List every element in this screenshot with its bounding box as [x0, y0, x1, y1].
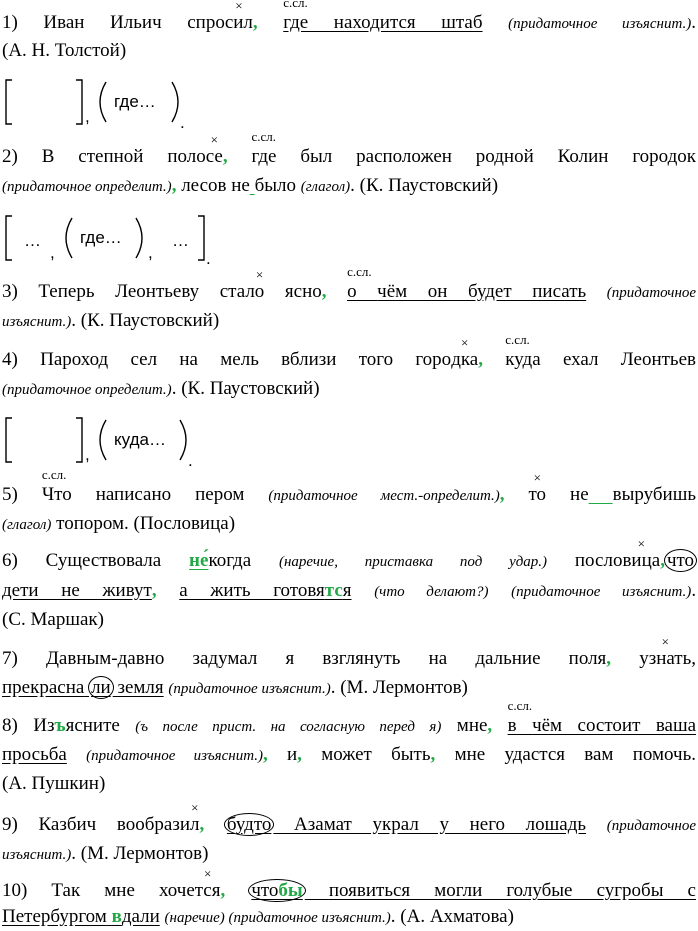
hard-sign-highlight: ъ	[54, 715, 66, 736]
sentence-5-line-2	[2, 513, 696, 536]
stressed-syllable: × то	[528, 484, 546, 505]
grammar-note: (что делают?)	[374, 584, 489, 600]
stressed-syllable: × о	[255, 281, 265, 302]
comma-mark: ,	[151, 580, 157, 601]
sentence-6-line-3	[2, 609, 696, 631]
stressed-syllable: × сил	[225, 12, 253, 33]
comma-mark: ,	[252, 12, 258, 33]
sentence-number: 10)	[2, 880, 28, 901]
sentence-1-line-1: 1) Иван Ильич спро× сил, с.сл. где находится штаб (придаточное изъяснит.).	[2, 12, 696, 35]
sentence-8-line-3	[2, 773, 696, 795]
scheme-sub-text: где…	[114, 92, 156, 111]
paren-left	[66, 218, 72, 258]
grammar-note: (глагол)	[300, 179, 351, 195]
scheme-period: .	[180, 113, 185, 132]
subordinate-clause: будто Азамат украл у него лошадь	[225, 814, 586, 835]
sentence-number: 6)	[2, 550, 18, 571]
grammar-note: (придаточное	[606, 285, 697, 301]
grammar-note: (придаточное мест.-определит.)	[268, 488, 500, 504]
comma-mark: ,	[199, 814, 205, 835]
author: топором. (Пословица)	[56, 513, 236, 534]
grammar-note: (придаточное определит.)	[2, 382, 172, 398]
scheme-comma: ,	[85, 445, 90, 464]
text: Иван Ильич спро	[43, 12, 225, 33]
scheme-1-diagram	[2, 76, 202, 130]
scheme-period: .	[206, 249, 211, 268]
sentence-6-line-2: дети не живут, а жить готовятся (что делают?) (придаточное изъяснит.).	[2, 580, 697, 601]
sentence-number: 1)	[2, 12, 18, 33]
sentence-7-line-1: 7) Давным-давно задумал я взглянуть на дальние поля, × узнать,	[2, 648, 696, 670]
sentence-number: 2)	[2, 146, 18, 167]
grammar-note: изъяснит.)	[2, 847, 72, 863]
scheme-4	[2, 414, 212, 468]
comma-mark: ,	[606, 648, 612, 669]
sentence-4-line-1: 4) Пароход сел на мель вблизи того горо× дка, с.сл. куда ехал Леонтьев	[2, 349, 696, 371]
scheme-main-text: …	[172, 231, 189, 250]
grammar-note: (наречие, приставка под удар.)	[278, 554, 548, 570]
sentence-6-line-1: 6) Существовала не́когда (наречие, приставка под удар.) посло× вица, что	[2, 550, 696, 573]
conjunction-word: с.сл. куда	[505, 332, 541, 370]
stressed-syllable: × вица	[622, 550, 660, 571]
sentence-8-line-2: просьба (придаточное изъяснит.), и, может быть, мне удастся вам помочь.	[2, 744, 697, 765]
bracket-left	[6, 216, 12, 260]
prefix-highlight: в	[111, 906, 122, 927]
stressed-syllable: × дка	[451, 349, 478, 370]
conjunction-word: с.сл. где	[251, 129, 277, 167]
conjunction-label: с.сл.	[507, 698, 533, 713]
scheme-sub-text: где…	[80, 228, 122, 247]
sentence-8-line-1: 8) Изъясните (ъ после прист. на согласную перед я) мне, с.сл. в чём состоит ваша	[2, 698, 697, 736]
sentence-7-line-2	[2, 677, 696, 700]
scheme-comma: ,	[148, 243, 153, 262]
author: . (М. Лермонтов)	[71, 843, 209, 864]
sentence-9-line-1: 9) Казбич вообрази× л, будто Азамат украл у него лошадь (придаточное	[2, 814, 696, 837]
bracket-right	[76, 418, 82, 462]
scheme-sub-text: куда…	[114, 430, 166, 449]
comma-mark: ,	[487, 715, 493, 736]
scheme-comma: ,	[85, 107, 90, 126]
author: . (А. Ахматова)	[390, 906, 514, 927]
scheme-2	[2, 212, 222, 266]
stressed-syllable: × се	[206, 146, 223, 167]
comma-mark: ,	[171, 175, 177, 196]
circled-particle: ли	[88, 676, 114, 699]
paren-right	[136, 218, 142, 258]
grammar-note: изъяснит.)	[2, 314, 72, 330]
sentence-1-line-2	[2, 40, 696, 62]
subordinate-clause: просьба	[2, 744, 67, 765]
scheme-comma: ,	[50, 243, 55, 262]
grammar-note: (придаточное	[606, 818, 697, 834]
comma-mark: ,	[262, 744, 268, 765]
scheme-4-diagram	[2, 414, 212, 468]
sentence-number: 7)	[2, 648, 18, 669]
circled-conjunction: будто	[224, 813, 274, 836]
grammar-note: (придаточное изъяснит.)	[511, 584, 692, 600]
author: . (К. Паустовский)	[171, 378, 320, 399]
subordinate-clause: а жить готовятся	[179, 580, 352, 601]
grammar-note: (придаточное изъяснит.)	[86, 748, 263, 764]
bracket-left	[6, 80, 12, 124]
sentence-number: 8)	[2, 715, 18, 736]
comma-mark: ,	[478, 349, 483, 370]
scheme-2-diagram	[2, 212, 222, 266]
subordinate-clause: прекрасна ли земля	[2, 677, 164, 698]
particle-highlight: бы	[278, 880, 303, 901]
comma-mark: ,	[222, 146, 228, 167]
grammar-note: (придаточное определит.)	[2, 179, 172, 195]
paren-left	[100, 82, 106, 122]
grammar-note: (придаточное изъяснит.)	[168, 681, 331, 697]
subordinate-clause: с.сл. о чём он будет писать	[347, 264, 587, 302]
prefix-highlight: не́	[189, 550, 209, 571]
comma-mark: ,	[499, 484, 505, 505]
stressed-syllable: × тся	[195, 880, 221, 901]
comma-mark: ,	[220, 880, 226, 901]
comma-mark: ,	[660, 550, 665, 571]
sentence-number: 3)	[2, 281, 18, 302]
stressed-syllable: × л	[190, 814, 199, 835]
sentence-3-line-1: 3) Теперь Леонтьеву стал× о ясно, с.сл. о чём он будет писать (придаточное	[2, 281, 696, 304]
conjunction-label: с.сл.	[347, 264, 372, 279]
subordinate-clause: с.сл. в чём состоит ваша	[507, 698, 697, 736]
conjunction-label: с.сл.	[283, 0, 308, 10]
scheme-main-text: …	[24, 231, 41, 250]
paren-right	[180, 420, 186, 460]
author: . (М. Лермонтов)	[330, 677, 468, 698]
comma-mark: ,	[430, 744, 436, 765]
sentence-10-line-1: 10) Так мне хоче× тся, чтобы появиться могли голубые сугробы с	[2, 880, 696, 902]
sentence-10-line-2	[2, 906, 696, 929]
author: (А. Н. Толстой)	[2, 40, 127, 61]
sentence-2-line-1: 2) В степной поло× се, с.сл. где был расположен родной Колин городок	[2, 146, 696, 168]
paren-left	[100, 420, 106, 460]
author: . (К. Паустовский)	[350, 175, 499, 196]
author: (С. Маршак)	[2, 609, 104, 630]
sentence-number: 4)	[2, 349, 18, 370]
scheme-1	[2, 76, 202, 130]
sentence-number: 9)	[2, 814, 18, 835]
paren-right	[172, 82, 178, 122]
author: (А. Пушкин)	[2, 773, 106, 794]
sentence-4-line-2	[2, 378, 696, 401]
circled-conjunction: чтобы	[248, 879, 305, 902]
bracket-right	[198, 216, 204, 260]
sentence-5-line-1: 5) с.сл. Что написано пером (придаточное мест.-определит.), × то не вырубишь	[2, 484, 696, 507]
circled-conjunction: что	[664, 549, 697, 572]
author: . (К. Паустовский)	[71, 310, 220, 331]
grammar-note: (наречие) (придаточное изъяснит.)	[164, 910, 391, 926]
sentence-2-line-2: (придаточное определит.), лесов не было (глагол). (К. Паустовский)	[2, 175, 499, 196]
conjunction-word: с.сл. Что	[41, 467, 72, 505]
sentence-9-line-2	[2, 843, 696, 866]
stressed-word: × узнать	[639, 648, 691, 669]
grammar-note: (глагол)	[2, 517, 52, 533]
grammar-note: (придаточное изъяснит.)	[508, 16, 692, 32]
comma-mark: ,	[321, 281, 327, 302]
comma-mark: ,	[297, 744, 302, 765]
subordinate-clause: дети не живут	[2, 580, 152, 601]
bracket-right	[76, 80, 82, 124]
scheme-period: .	[188, 451, 193, 470]
sentence-number: 5)	[2, 484, 18, 505]
sentence-3-line-2	[2, 310, 696, 333]
subordinate-clause: с.сл. где находится штаб	[283, 12, 482, 33]
subordinate-clause: Петербургом вдали	[2, 906, 160, 927]
bracket-left	[6, 418, 12, 462]
subordinate-clause: чтобы появиться могли голубые сугробы с	[249, 880, 696, 901]
grammar-note: (ъ после прист. на согласную перед я)	[135, 719, 442, 735]
ending-highlight: тс	[324, 580, 343, 601]
